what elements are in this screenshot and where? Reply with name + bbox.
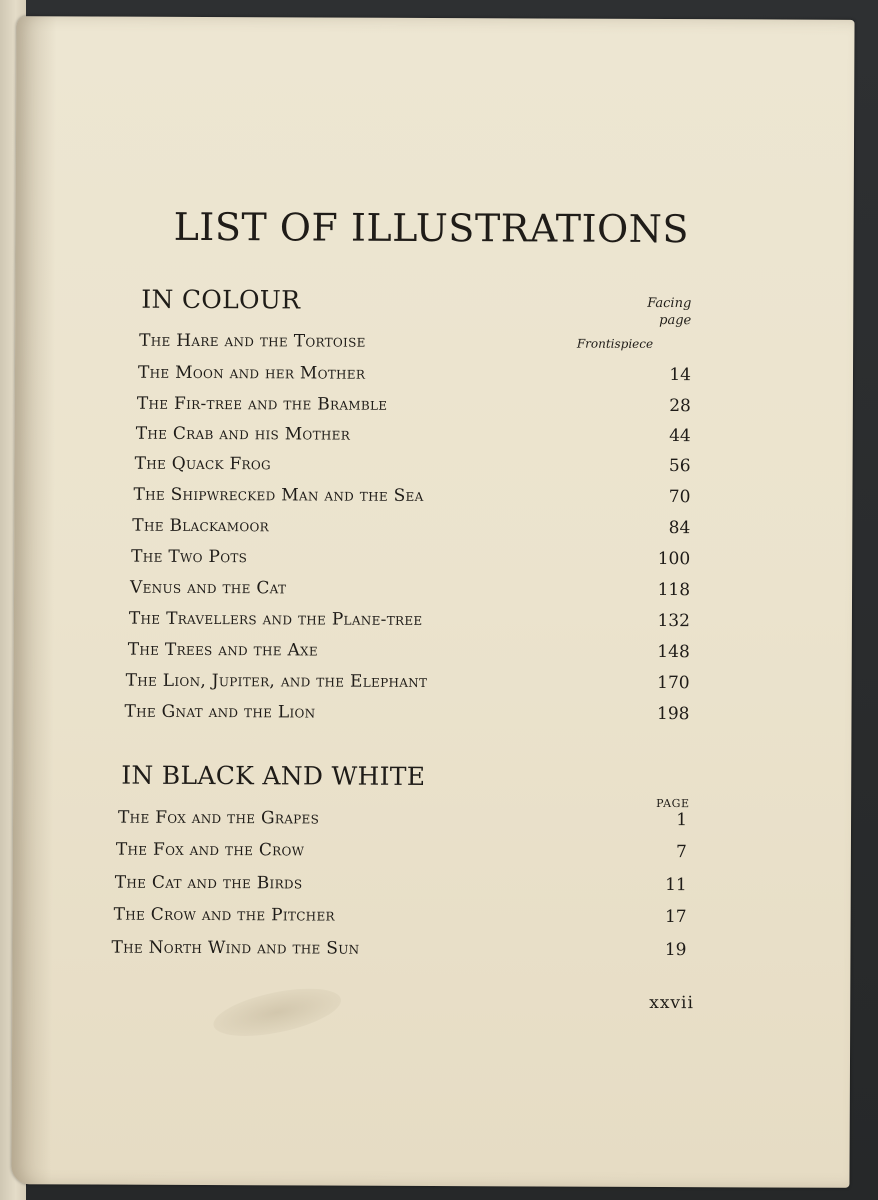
list-item [137, 394, 691, 422]
page-title: LIST OF ILLUSTRATIONS [173, 204, 690, 252]
illustration-title: The Travellers and the Plane-tree [128, 608, 423, 630]
page-number: 148 [657, 641, 690, 663]
page-number: 100 [657, 548, 691, 570]
section-heading-colour: IN COLOUR [141, 284, 301, 315]
illustration-title: The Lion, Jupiter, and the Elephant [125, 670, 428, 692]
book-page [11, 16, 854, 1188]
page-column-label: PAGE [656, 796, 690, 811]
page-number: 70 [668, 487, 691, 508]
illustration-title: The Fox and the Grapes [118, 807, 320, 829]
illustration-title: Venus and the Cat [130, 577, 287, 599]
list-item [126, 671, 690, 699]
page-number: 170 [657, 672, 690, 694]
page-number: 56 [668, 456, 691, 477]
illustration-title: The Cat and the Birds [114, 872, 303, 894]
illustration-title: The North Wind and the Sun [111, 937, 360, 959]
page-number: 132 [657, 610, 690, 632]
illustration-title: The Hare and the Tortoise [139, 330, 366, 352]
page-number: Frontispiece [576, 336, 654, 351]
page-folio: xxvii [649, 992, 694, 1014]
column-label-line2: page [659, 312, 692, 329]
list-item [118, 808, 687, 836]
list-item [138, 363, 691, 391]
list-item [139, 331, 653, 359]
page-number: 11 [665, 875, 687, 896]
list-item [114, 905, 687, 933]
list-item [135, 454, 691, 482]
illustration-title: The Quack Frog [134, 453, 271, 475]
section-heading-black-and-white: IN BLACK AND WHITE [121, 760, 426, 791]
illustration-title: The Moon and her Mother [137, 362, 366, 384]
column-label-line1: Facing [647, 295, 692, 312]
page-number: 17 [664, 907, 687, 928]
illustration-title: The Trees and the Axe [127, 639, 319, 661]
facing-page-column-label [615, 295, 691, 329]
list-item [124, 702, 689, 730]
illustration-title: The Blackamoor [132, 515, 269, 537]
page-number: 14 [669, 365, 692, 386]
list-item [133, 485, 690, 513]
list-item [128, 640, 690, 668]
page-number: 198 [657, 703, 690, 725]
page-number: 44 [669, 426, 691, 447]
illustration-title: The Crab and his Mother [135, 423, 351, 445]
page-number: 7 [676, 842, 687, 863]
list-item [131, 547, 690, 575]
list-item [115, 873, 687, 901]
illustration-title: The Fox and the Crow [115, 839, 305, 861]
page-smudge [209, 980, 344, 1046]
illustration-title: The Fir-tree and the Bramble [136, 393, 388, 415]
page-number: 84 [668, 518, 691, 539]
gutter-shadow [11, 16, 56, 1184]
page-number: 28 [669, 396, 691, 417]
illustration-title: The Crow and the Pitcher [113, 904, 335, 926]
list-item [129, 609, 690, 637]
list-item [132, 516, 690, 544]
illustration-title: The Two Pots [131, 546, 248, 568]
list-item [116, 840, 687, 868]
list-item [111, 938, 686, 967]
list-item [130, 578, 690, 606]
page-number: 19 [664, 940, 687, 961]
illustration-title: The Shipwrecked Man and the Sea [133, 484, 424, 506]
page-number: 1 [676, 810, 688, 831]
list-item [136, 424, 691, 452]
illustration-title: The Gnat and the Lion [124, 701, 316, 723]
page-number: 118 [657, 579, 691, 601]
